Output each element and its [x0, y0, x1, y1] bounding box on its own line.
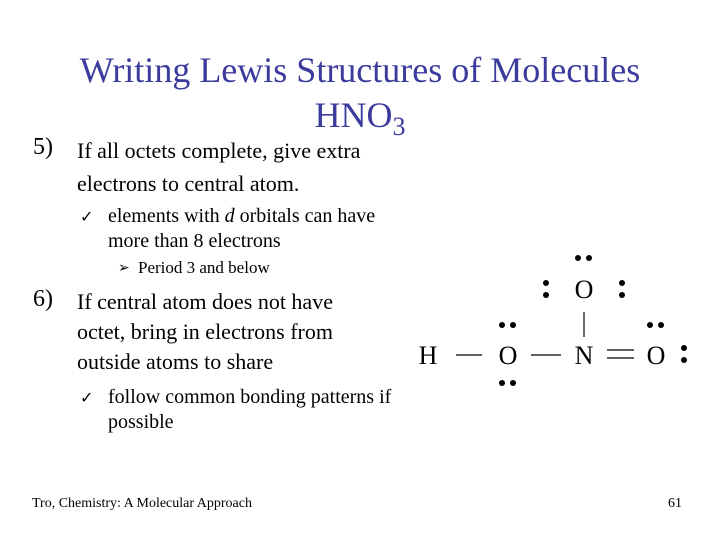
formula-subscript: 3: [392, 112, 406, 141]
step-5-sub-line2: more than 8 electrons: [108, 230, 281, 252]
atom-o-right: O: [646, 341, 666, 370]
step-6-line1: If central atom does not have: [77, 289, 333, 314]
step-5-number: 5): [33, 134, 53, 160]
step-6-sub-line2: possible: [108, 411, 174, 433]
step-5-subsub-text: Period 3 and below: [138, 258, 270, 277]
atom-h: H: [418, 341, 438, 370]
step-6-line3: outside atoms to share: [77, 349, 274, 374]
step-6-line2: octet, bring in electrons from: [77, 319, 333, 344]
step-5-sub-line1: elements with d orbitals can have: [108, 205, 376, 227]
checkmark-icon: ✓: [80, 388, 94, 407]
footer-source: Tro, Chemistry: A Molecular Approach: [32, 496, 252, 511]
checkmark-icon: ✓: [80, 207, 94, 226]
atom-n: N: [574, 341, 594, 370]
step-6-sub-line1: follow common bonding patterns if: [108, 386, 392, 408]
atom-o-top: O: [574, 275, 594, 304]
lone-pair-o-right-above: [647, 322, 664, 328]
lone-pair-o-top-left: [543, 280, 549, 298]
lone-pair-o-right-side: [681, 345, 687, 363]
step-6-number: 6): [33, 286, 53, 312]
step-5-line1: If all octets complete, give extra: [77, 138, 361, 163]
lone-pair-o-left-above: [499, 322, 516, 328]
step-5-line2: electrons to central atom.: [77, 171, 300, 196]
lone-pair-o-top-above: [575, 255, 592, 261]
lone-pair-o-left-below: [499, 380, 516, 386]
arrow-bullet-icon: ➢: [118, 260, 130, 276]
lone-pair-o-top-right: [619, 280, 625, 298]
formula-main: HNO: [314, 95, 393, 135]
page-number: 61: [668, 496, 682, 511]
title-text: Writing Lewis Structures of Molecules: [79, 50, 641, 90]
atom-o-left: O: [498, 341, 518, 370]
